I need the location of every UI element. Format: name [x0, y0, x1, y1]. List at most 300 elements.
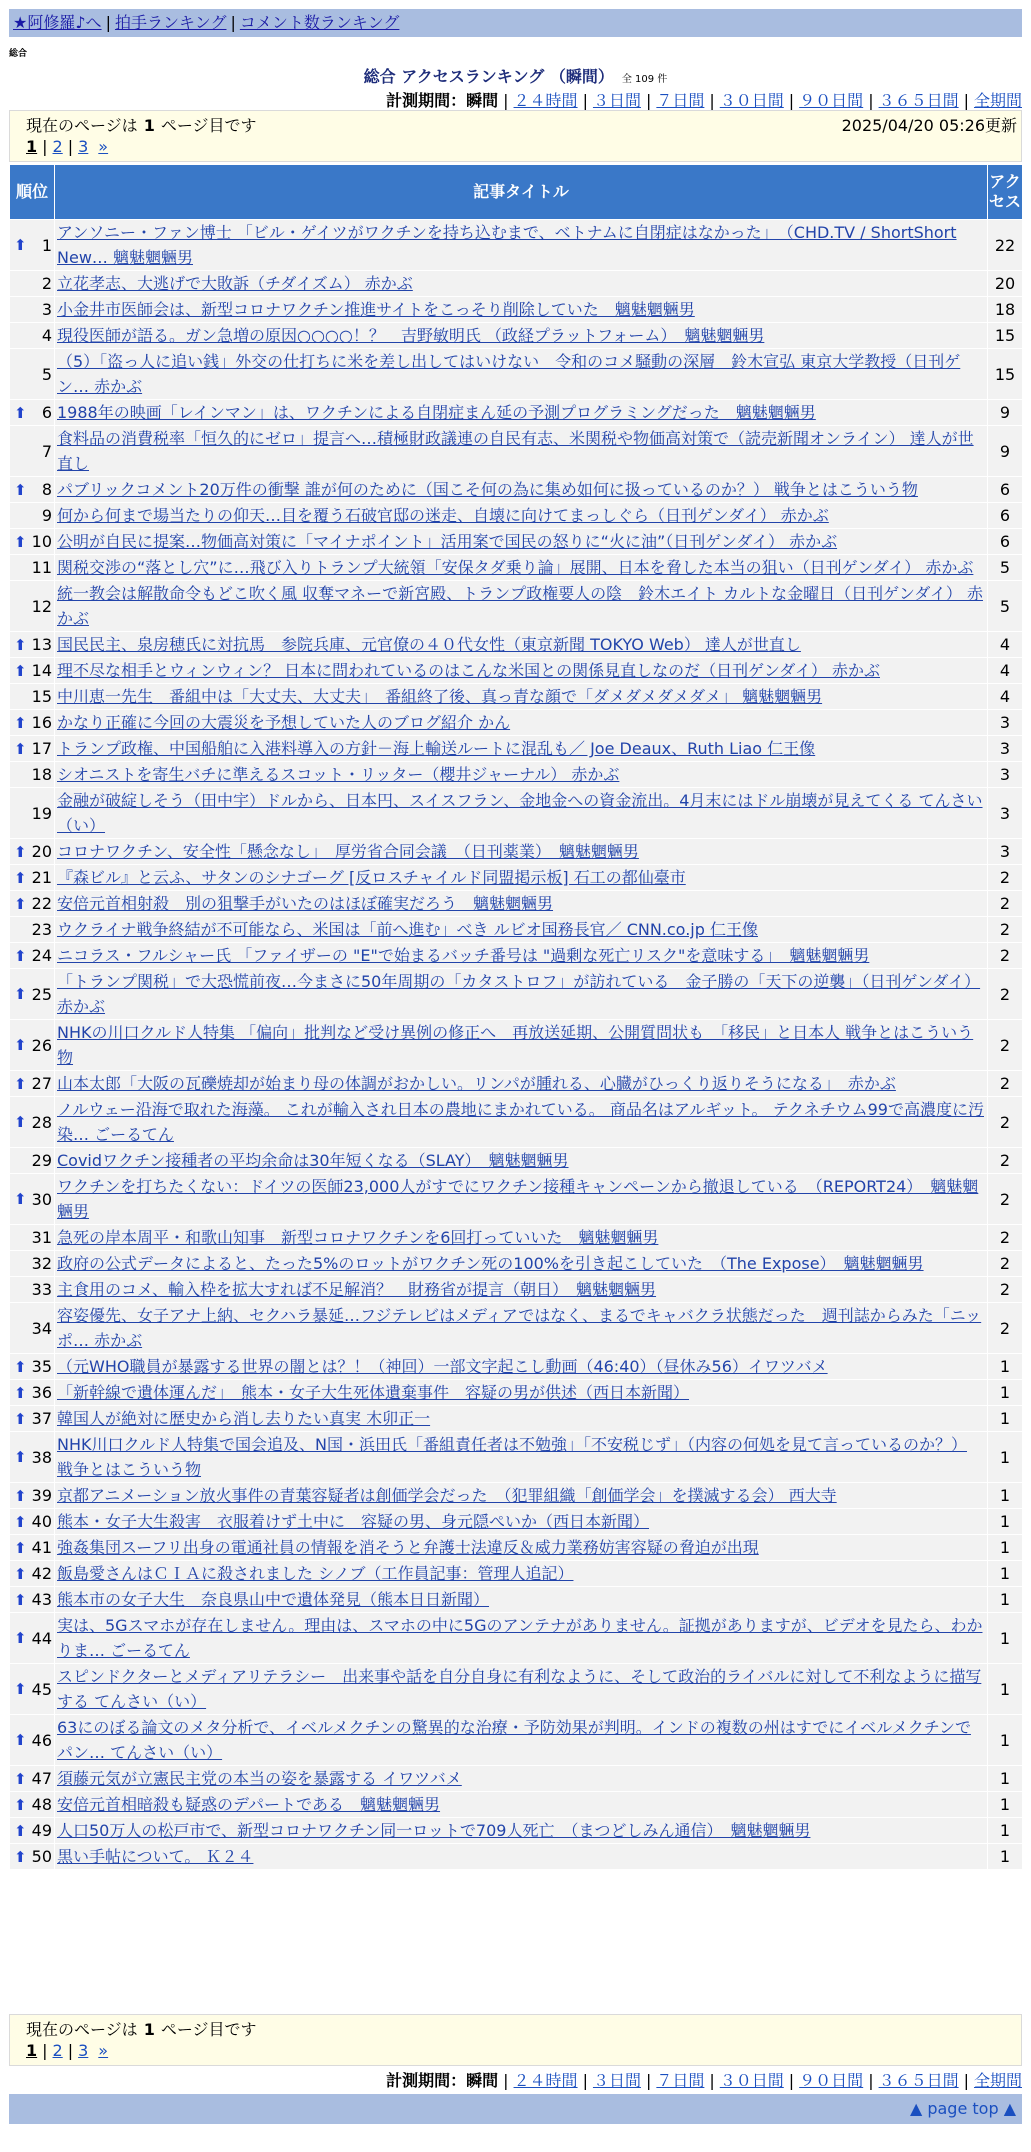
- pager-bottom: [9, 2014, 1022, 2066]
- table-row: [10, 891, 1023, 917]
- title-cell: [55, 788, 988, 839]
- title-cell: [55, 865, 988, 891]
- article-title-link[interactable]: Covidワクチン接種者の平均余命は30年短くなる（SLAY） 魑魅魍魎男: [57, 1151, 569, 1170]
- article-title-link[interactable]: 「トランプ関税」で大恐慌前夜…今まさに50年周期の「カタストロフ」が訪れている 金子勝の「天下の逆襲」（日刊ゲンダイ） 赤かぶ: [57, 972, 981, 1016]
- article-title-link[interactable]: 実は、5Gスマホが存在しません。理由は、スマホの中に5Gのアンテナがありません。証拠がありますが、ビデオを見たら、わかりま… ごーるてん: [57, 1616, 983, 1660]
- title-cell: [55, 271, 988, 297]
- article-title-link[interactable]: 「新幹線で遺体運んだ」 熊本・女子大生死体遺棄事件 容疑の男が供述（西日本新聞）: [57, 1383, 690, 1402]
- period-option[interactable]: ３日間: [592, 91, 641, 110]
- access-count: 2: [988, 1097, 1023, 1148]
- article-title-link[interactable]: 金融が破綻しそう（田中宇）ドルから、日本円、スイスフラン、金地金への資金流出。4月末にはドル崩壊が見えてくる てんさい（い）: [57, 791, 983, 835]
- rank-number: 33: [31, 1280, 52, 1299]
- rank-cell: [10, 1277, 55, 1303]
- article-title-link[interactable]: NHKの川口クルド人特集 「偏向」批判など受け異例の修正へ 再放送延期、公開質問状も 「移民」と日本人 戦争とはこういう物: [57, 1023, 974, 1067]
- period-separator: |: [645, 2071, 652, 2090]
- page-link[interactable]: 2: [52, 2041, 63, 2060]
- period-separator: |: [709, 91, 715, 110]
- page-separator: |: [42, 137, 48, 156]
- rank-number: 8: [41, 480, 52, 499]
- rank-cell: [10, 1406, 55, 1432]
- table-row: [10, 969, 1023, 1020]
- up-arrow-icon: ⬆: [14, 1448, 27, 1466]
- period-separator: |: [963, 2071, 969, 2090]
- article-title-link[interactable]: 理不尽な相手とウィンウィン？ 日本に問われているのはこんな米国との関係見直しなのだ（日刊ゲンダイ） 赤かぶ: [57, 661, 880, 680]
- title-cell: [55, 1406, 988, 1432]
- period-separator: |: [582, 2071, 588, 2090]
- rank-cell: [10, 349, 55, 400]
- rank-cell: [10, 1380, 55, 1406]
- ranking-table: [9, 164, 1023, 1870]
- title-cell: [55, 917, 988, 943]
- title-cell: [55, 555, 988, 581]
- article-title-link[interactable]: 韓国人が絶対に歴史から消し去りたい真実 木卯正一: [57, 1409, 431, 1428]
- table-row: [10, 1483, 1023, 1509]
- table-row: [10, 1561, 1023, 1587]
- access-count: 6: [988, 503, 1023, 529]
- table-row: [10, 917, 1023, 943]
- rank-number: 7: [41, 441, 52, 461]
- access-count: 15: [988, 349, 1023, 400]
- title-cell: [55, 1483, 988, 1509]
- article-title-link[interactable]: 強姦集団スーフリ出身の電通社員の情報を消そうと弁護士法違反＆威力業務妨害容疑の脅迫が出現: [57, 1538, 759, 1557]
- next-page-link[interactable]: »: [98, 137, 109, 156]
- rank-cell: [10, 736, 55, 762]
- table-row: [10, 762, 1023, 788]
- rank-number: 6: [41, 403, 52, 422]
- title-cell: [55, 1844, 988, 1870]
- article-title-link[interactable]: スピンドクターとメディアリテラシー 出来事や話を自分自身に有利なように、そして政治的ライバルに対して不利なように描写する てんさい（い）: [57, 1667, 982, 1711]
- rank-number: 31: [31, 1228, 52, 1247]
- access-count: 2: [988, 917, 1023, 943]
- article-title-link[interactable]: （元WHO職員が暴露する世界の闇とは？！（神回）一部文字起こし動画（46:40）（昼休み56）イワツバメ: [57, 1357, 828, 1376]
- up-arrow-icon: ⬆: [14, 532, 27, 551]
- table-row: [10, 710, 1023, 736]
- rank-number: 26: [31, 1035, 52, 1055]
- rank-number: 13: [31, 635, 52, 654]
- section-label: 総合: [9, 49, 28, 59]
- table-row: [10, 736, 1023, 762]
- rank-cell: [10, 788, 55, 839]
- access-count: 1: [988, 1380, 1023, 1406]
- up-arrow-icon: ⬆: [14, 1409, 27, 1428]
- rank-cell: [10, 969, 55, 1020]
- rank-number: 20: [31, 842, 52, 861]
- article-title-link[interactable]: 国民民主、泉房穂氏に対抗馬 参院兵庫、元官僚の４０代女性（東京新聞 TOKYO Web） 達人が世直し: [57, 635, 801, 654]
- article-title-link[interactable]: 公明が自民に提案…物価高対策に「マイナポイント」活用案で国民の怒りに“火に油”（日刊ゲンダイ） 赤かぶ: [57, 532, 838, 551]
- article-title-link[interactable]: 現役医師が語る。ガン急増の原因○○○○！？ 吉野敏明氏 （政経プラットフォーム） 魑魅魍魎男: [57, 326, 765, 345]
- rank-cell: [10, 400, 55, 426]
- up-arrow-icon: ⬆: [14, 1731, 27, 1749]
- article-title-link[interactable]: 熊本市の女子大生 奈良県山中で遺体発見（熊本日日新聞）: [57, 1590, 490, 1609]
- title-cell: [55, 1715, 988, 1766]
- access-count: 1: [988, 1483, 1023, 1509]
- rank-cell: [10, 1818, 55, 1844]
- article-title-link[interactable]: 安倍元首相暗殺も疑惑のデパートである 魑魅魍魎男: [57, 1795, 441, 1814]
- page-separator: |: [67, 137, 74, 156]
- access-count: 5: [988, 581, 1023, 632]
- table-row: [10, 1303, 1023, 1354]
- article-title-link[interactable]: コロナワクチン、安全性「懸念なし」 厚労省合同会議 （日刊薬業） 魑魅魍魎男: [57, 842, 639, 861]
- title-cell: [55, 1148, 988, 1174]
- article-title-link[interactable]: 63にのぼる論文のメタ分析で、イベルメクチンの驚異的な治療・予防効果が判明。インドの複数の州はすでにイベルメクチンでパン… てんさい（い）: [57, 1718, 971, 1762]
- title-cell: [55, 297, 988, 323]
- access-count: 2: [988, 1020, 1023, 1071]
- access-count: 4: [988, 632, 1023, 658]
- article-title-link[interactable]: 黒い手帖について。 Ｋ２４: [57, 1847, 254, 1866]
- table-row: [10, 529, 1023, 555]
- table-row: [10, 632, 1023, 658]
- clap-ranking-link[interactable]: 拍手ランキング: [114, 13, 227, 32]
- rank-cell: [10, 1844, 55, 1870]
- article-title-link[interactable]: 何から何まで場当たりの仰天…目を覆う石破官邸の迷走、自壊に向けてまっしぐら（日刊ゲンダイ） 赤かぶ: [57, 506, 829, 525]
- access-count: 2: [988, 1225, 1023, 1251]
- rank-cell: [10, 1097, 55, 1148]
- title-cell: [55, 1509, 988, 1535]
- rank-cell: [10, 1303, 55, 1354]
- comment-ranking-link[interactable]: コメント数ランキング: [239, 13, 400, 32]
- access-count: 1: [988, 1406, 1023, 1432]
- page-title: [0, 64, 1031, 87]
- access-count: 1: [988, 1509, 1023, 1535]
- rank-cell: [10, 1432, 55, 1483]
- rank-number: 1: [41, 235, 52, 255]
- period-option[interactable]: ３０日間: [719, 2071, 784, 2090]
- page-info-prefix: 現在のページは: [26, 116, 138, 135]
- table-row: [10, 1071, 1023, 1097]
- rank-cell: [10, 1613, 55, 1664]
- access-count: 1: [988, 1818, 1023, 1844]
- home-link[interactable]: ★阿修羅♪へ: [13, 13, 102, 32]
- period-option[interactable]: 全期間: [973, 2071, 1022, 2090]
- title-cell: [55, 1354, 988, 1380]
- header-title: 記事タイトル: [55, 165, 988, 220]
- rank-number: 34: [31, 1318, 52, 1338]
- access-count: 20: [988, 271, 1023, 297]
- table-row: [10, 1251, 1023, 1277]
- table-row: [10, 1792, 1023, 1818]
- table-row: [10, 1380, 1023, 1406]
- rank-cell: [10, 1483, 55, 1509]
- period-current: 瞬間: [466, 2071, 499, 2090]
- period-option[interactable]: ７日間: [656, 2071, 705, 2090]
- page-separator: |: [42, 2041, 48, 2060]
- rank-number: 48: [31, 1795, 52, 1814]
- period-option[interactable]: ９０日間: [799, 2071, 864, 2090]
- access-count: 1: [988, 1715, 1023, 1766]
- title-cell: [55, 529, 988, 555]
- page-info-prefix: 現在のページは: [26, 2020, 138, 2039]
- article-title-link[interactable]: 小金井市医師会は、新型コロナワクチン推進サイトをこっそり削除していた 魑魅魍魎男: [57, 300, 695, 319]
- up-arrow-icon: ⬆: [14, 1821, 27, 1840]
- article-title-link[interactable]: 立花孝志、大逃げで大敗訴（チダイズム） 赤かぶ: [57, 274, 413, 293]
- article-title-link[interactable]: 1988年の映画「レインマン」は、ワクチンによる自閉症まん延の予測プログラミングだった 魑魅魍魎男: [57, 403, 816, 422]
- up-arrow-icon: ⬆: [14, 1074, 27, 1093]
- rank-number: 45: [31, 1679, 52, 1699]
- table-row: [10, 943, 1023, 969]
- table-row: [10, 323, 1023, 349]
- article-title-link[interactable]: 急死の岸本周平・和歌山知事 新型コロナワクチンを6回打っていいた 魑魅魍魎男: [57, 1228, 659, 1247]
- access-count: 2: [988, 1303, 1023, 1354]
- rank-number: 35: [31, 1357, 52, 1376]
- rank-number: 9: [41, 506, 52, 525]
- rank-number: 16: [31, 713, 52, 732]
- rank-number: 29: [31, 1151, 52, 1170]
- rank-cell: [10, 762, 55, 788]
- article-title-link[interactable]: 政府の公式データによると、たった5%のロットがワクチン死の100%を引き起こしていた （The Expose） 魑魅魍魎男: [57, 1254, 924, 1273]
- up-arrow-icon: ⬆: [14, 236, 27, 254]
- rank-cell: [10, 943, 55, 969]
- page-info-suffix: ページ目です: [160, 116, 257, 135]
- access-count: 1: [988, 1354, 1023, 1380]
- article-title-link[interactable]: 熊本・女子大生殺害 衣服着けず土中に 容疑の男、身元隠ぺいか（西日本新聞）: [57, 1512, 650, 1531]
- rank-cell: [10, 1561, 55, 1587]
- up-arrow-icon: ⬆: [14, 1357, 27, 1376]
- title-cell: [55, 1174, 988, 1225]
- period-selector-top: [386, 88, 1022, 111]
- rank-number: 32: [31, 1254, 52, 1273]
- title-cell: [55, 1535, 988, 1561]
- article-title-link[interactable]: トランプ政権、中国船舶に入港料導入の方針－海上輸送ルートに混乱も／ Joe Deaux、Ruth Liao 仁王像: [57, 739, 816, 758]
- access-count: 2: [988, 891, 1023, 917]
- period-option[interactable]: ２４時間: [513, 2071, 578, 2090]
- access-count: 1: [988, 1844, 1023, 1870]
- total-count: 全 109 件: [621, 74, 668, 85]
- rank-cell: [10, 839, 55, 865]
- period-option[interactable]: ３６５日間: [878, 2071, 959, 2090]
- table-row: [10, 1613, 1023, 1664]
- up-arrow-icon: ⬆: [14, 842, 27, 861]
- article-title-link[interactable]: 安倍元首相射殺 別の狙撃手がいたのはほぼ確実だろう 魑魅魍魎男: [57, 894, 554, 913]
- page-link[interactable]: 3: [78, 137, 89, 156]
- access-count: 2: [988, 943, 1023, 969]
- period-option[interactable]: ３６５日間: [878, 91, 959, 110]
- rank-number: 25: [31, 984, 52, 1004]
- table-row: [10, 684, 1023, 710]
- page-info: [26, 113, 257, 136]
- period-selector-bottom: [386, 2068, 1022, 2091]
- page-link[interactable]: 3: [78, 2041, 89, 2060]
- period-option[interactable]: ３日間: [592, 2071, 641, 2090]
- rank-cell: [10, 1509, 55, 1535]
- period-separator: |: [963, 91, 969, 110]
- article-title-link[interactable]: アンソニー・ファン博士 「ビル・ゲイツがワクチンを持ち込むまで、ベトナムに自閉症はなかった」 （CHD.TV / ShortShort New… 魑魅魍魎男: [57, 223, 957, 267]
- rank-cell: [10, 581, 55, 632]
- access-count: 2: [988, 1071, 1023, 1097]
- up-arrow-icon: ⬆: [14, 403, 27, 422]
- rank-cell: [10, 684, 55, 710]
- article-title-link[interactable]: 飯島愛さんはＣＩＡに殺されました シノブ（工作員記事：管理人追記）: [57, 1564, 574, 1583]
- up-arrow-icon: ⬆: [14, 635, 27, 654]
- title-cell: [55, 839, 988, 865]
- period-option[interactable]: 全期間: [973, 91, 1022, 110]
- article-title-link[interactable]: 山本太郎「大阪の瓦礫焼却が始まり母の体調がおかしい。リンパが腫れる、心臓がひっくり返りそうになる」 赤かぶ: [57, 1074, 896, 1093]
- up-arrow-icon: ⬆: [14, 661, 27, 680]
- period-separator: |: [503, 91, 509, 110]
- up-arrow-icon: ⬆: [14, 1564, 27, 1583]
- rank-cell: [10, 710, 55, 736]
- rank-number: 14: [31, 661, 52, 680]
- rank-number: 22: [31, 894, 52, 913]
- article-title-link[interactable]: ノルウェー沿海で取れた海藻。 これが輸入され日本の農地にまかれている。 商品名はアルギット。 テクネチウム99で高濃度に汚染… ごーるてん: [57, 1100, 984, 1144]
- article-title-link[interactable]: ワクチンを打ちたくない：ドイツの医師23,000人がすでにワクチン接種キャンペーンから撤退している （REPORT24） 魑魅魍魎男: [57, 1177, 979, 1221]
- title-cell: [55, 1587, 988, 1613]
- table-row: [10, 658, 1023, 684]
- article-title-link[interactable]: 主食用のコメ、輸入枠を拡大すれば不足解消？ 財務省が提言（朝日） 魑魅魍魎男: [57, 1280, 657, 1299]
- rank-cell: [10, 1792, 55, 1818]
- article-title-link[interactable]: パブリックコメント20万件の衝撃 誰が何のために（国こそ何の為に集め如何に扱っているのか？） 戦争とはこういう物: [57, 480, 918, 499]
- up-arrow-icon: ⬆: [14, 1036, 27, 1054]
- access-count: 9: [988, 426, 1023, 477]
- table-row: [10, 297, 1023, 323]
- title-cell: [55, 658, 988, 684]
- title-cell: [55, 1020, 988, 1071]
- period-option[interactable]: ９０日間: [799, 91, 864, 110]
- rank-number: 12: [31, 596, 52, 616]
- table-row: [10, 477, 1023, 503]
- title-cell: [55, 1613, 988, 1664]
- title-cell: [55, 1071, 988, 1097]
- title-cell: [55, 943, 988, 969]
- table-row: [10, 271, 1023, 297]
- table-row: [10, 1535, 1023, 1561]
- rank-cell: [10, 220, 55, 271]
- up-arrow-icon: ⬆: [14, 1769, 27, 1788]
- article-title-link[interactable]: 京都アニメーション放火事件の青葉容疑者は創価学会だった （犯罪組織「創価学会」を撲滅する会） 西大寺: [57, 1486, 837, 1505]
- rank-cell: [10, 297, 55, 323]
- access-count: 3: [988, 788, 1023, 839]
- access-count: 22: [988, 220, 1023, 271]
- rank-number: 10: [31, 532, 52, 551]
- rank-number: 23: [31, 920, 52, 939]
- up-arrow-icon: ⬆: [14, 985, 27, 1003]
- rank-number: 19: [31, 803, 52, 823]
- period-separator: |: [868, 91, 874, 110]
- access-count: 3: [988, 839, 1023, 865]
- table-row: [10, 865, 1023, 891]
- rank-number: 39: [31, 1486, 52, 1505]
- article-title-link[interactable]: シオニストを寄生バチに準えるスコット・リッター（櫻井ジャーナル） 赤かぶ: [57, 765, 620, 784]
- table-row: [10, 400, 1023, 426]
- table-row: [10, 1406, 1023, 1432]
- rank-cell: [10, 1587, 55, 1613]
- title-cell: [55, 1097, 988, 1148]
- up-arrow-icon: ⬆: [14, 1538, 27, 1557]
- rank-number: 49: [31, 1821, 52, 1840]
- article-title-link[interactable]: 『森ビル』と云ふ、サタンのシナゴーグ [反ロスチャイルド同盟掲示板] 石工の都仙臺市: [57, 868, 686, 887]
- rank-cell: [10, 323, 55, 349]
- rank-number: 24: [31, 946, 52, 965]
- article-title-link[interactable]: 人口50万人の松戸市で、新型コロナワクチン同一ロットで709人死亡 （まつどしみん通信） 魑魅魍魎男: [57, 1821, 811, 1840]
- up-arrow-icon: ⬆: [14, 1590, 27, 1609]
- table-row: [10, 1587, 1023, 1613]
- rank-number: 11: [31, 558, 52, 577]
- title-cell: [55, 710, 988, 736]
- table-row: [10, 1020, 1023, 1071]
- table-row: [10, 349, 1023, 400]
- title-cell: [55, 400, 988, 426]
- article-title-link[interactable]: 中川恵一先生 番組中は「大丈夫、大丈夫」 番組終了後、真っ青な顔で「ダメダメダメダメ」 魑魅魍魎男: [57, 687, 823, 706]
- access-count: 1: [988, 1766, 1023, 1792]
- article-title-link[interactable]: 食料品の消費税率「恒久的にゼロ」提言へ…積極財政議連の自民有志、米関税や物価高対策で（読売新聞オンライン） 達人が世直し: [57, 429, 974, 473]
- period-label: 計測期間：: [386, 91, 467, 110]
- article-title-link[interactable]: （5）「盗っ人に追い銭」外交の仕打ちに米を差し出してはいけない 令和のコメ騒動の深層 鈴木宣弘 東京大学教授（日刊ゲン… 赤かぶ: [57, 352, 961, 396]
- rank-cell: [10, 1071, 55, 1097]
- rank-cell: [10, 1766, 55, 1792]
- title-cell: [55, 349, 988, 400]
- title-cell: [55, 1432, 988, 1483]
- period-separator: |: [503, 2071, 509, 2090]
- rank-cell: [10, 865, 55, 891]
- updated-timestamp: 2025/04/20 05:26更新: [841, 116, 1017, 135]
- access-count: 1: [988, 1792, 1023, 1818]
- article-title-link[interactable]: 関税交渉の“落とし穴”に…飛び入りトランプ大統領「安保タダ乗り論」展開、日本を脅した本当の狙い（日刊ゲンダイ） 赤かぶ: [57, 558, 974, 577]
- rank-number: 27: [31, 1074, 52, 1093]
- period-option[interactable]: ２４時間: [513, 91, 578, 110]
- title-cell: [55, 1251, 988, 1277]
- next-page-link[interactable]: »: [98, 2041, 109, 2060]
- access-count: 3: [988, 736, 1023, 762]
- article-title-link[interactable]: ニコラス・フルシャー氏 「ファイザーの "E"で始まるバッチ番号は "過剰な死亡リスク"を意味する」 魑魅魍魎男: [57, 946, 870, 965]
- access-count: 1: [988, 1664, 1023, 1715]
- access-count: 4: [988, 658, 1023, 684]
- title-cell: [55, 1664, 988, 1715]
- article-title-link[interactable]: NHK川口クルド人特集で国会追及、N国・浜田氏「番組責任者は不勉強」「不安税じず」（内容の何処を見て言っているのか？） 戦争とはこういう物: [57, 1435, 967, 1479]
- page-link[interactable]: 2: [52, 137, 63, 156]
- table-row: [10, 1818, 1023, 1844]
- up-arrow-icon: ⬆: [14, 480, 27, 499]
- rank-cell: [10, 658, 55, 684]
- article-title-link[interactable]: 統一教会は解散命令もどこ吹く風 収奪マネーで新宮殿、トランプ政権要人の陰 鈴木エイト カルトな金曜日（日刊ゲンダイ） 赤かぶ: [57, 584, 983, 628]
- page-info-number: 1: [143, 2020, 155, 2039]
- table-row: [10, 1097, 1023, 1148]
- article-title-link[interactable]: ウクライナ戦争終結が不可能なら、米国は「前へ進む」べき ルビオ国務長官／ CNN.co.jp 仁王像: [57, 920, 758, 939]
- period-separator: |: [709, 2071, 715, 2090]
- period-option[interactable]: ７日間: [656, 91, 705, 110]
- access-count: 2: [988, 969, 1023, 1020]
- article-title-link[interactable]: 須藤元気が立憲民主党の本当の姿を暴露する イワツバメ: [57, 1769, 462, 1788]
- period-option[interactable]: ３０日間: [719, 91, 784, 110]
- article-title-link[interactable]: かなり正確に今回の大震災を予想していた人のブログ紹介 かん: [57, 713, 511, 732]
- access-count: 2: [988, 1251, 1023, 1277]
- rank-number: 15: [31, 687, 52, 706]
- article-title-link[interactable]: 容姿優先、女子アナ上納、セクハラ暴延…フジテレビはメディアではなく、まるでキャバクラ状態だった 週刊誌からみた「ニッポ… 赤かぶ: [57, 1306, 982, 1350]
- access-count: 1: [988, 1432, 1023, 1483]
- access-count: 3: [988, 710, 1023, 736]
- table-row: [10, 220, 1023, 271]
- ranking-title: 総合 アクセスランキング （瞬間）: [363, 67, 614, 86]
- rank-cell: [10, 503, 55, 529]
- title-cell: [55, 220, 988, 271]
- title-cell: [55, 762, 988, 788]
- page-link-current: 1: [26, 2041, 38, 2060]
- table-row: [10, 1225, 1023, 1251]
- rank-number: 40: [31, 1512, 52, 1531]
- title-cell: [55, 1225, 988, 1251]
- up-arrow-icon: ⬆: [14, 894, 27, 913]
- title-cell: [55, 1792, 988, 1818]
- table-row: [10, 788, 1023, 839]
- page-top-link[interactable]: ▲ page top ▲: [909, 2099, 1016, 2118]
- access-count: 2: [988, 865, 1023, 891]
- rank-number: 41: [31, 1538, 52, 1557]
- access-count: 15: [988, 323, 1023, 349]
- table-row: [10, 426, 1023, 477]
- access-count: 9: [988, 400, 1023, 426]
- header-rank: 順位: [10, 165, 55, 220]
- table-row: [10, 1174, 1023, 1225]
- access-count: 6: [988, 477, 1023, 503]
- up-arrow-icon: ⬆: [14, 713, 27, 732]
